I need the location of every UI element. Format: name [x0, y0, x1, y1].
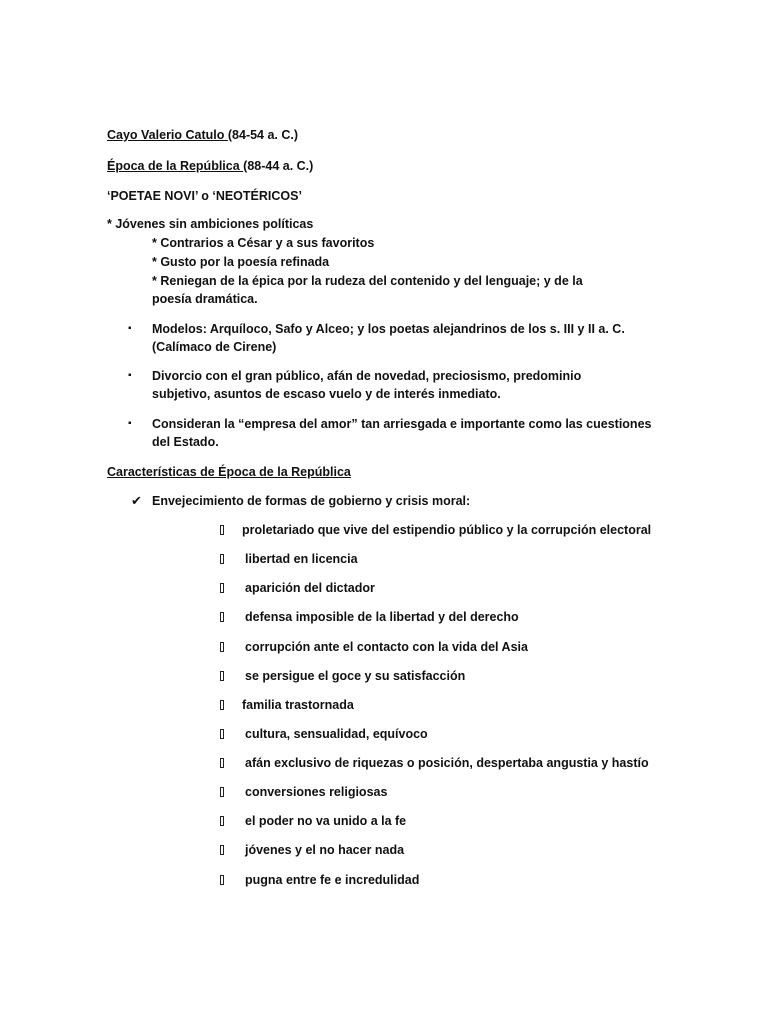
missing-glyph-icon: [220, 787, 224, 797]
missing-glyph-icon: [220, 583, 224, 593]
sub-item-6: familia trastornada: [242, 698, 354, 712]
missing-glyph-icon: [220, 612, 224, 622]
bullet-item-0: Modelos: Arquíloco, Safo y Alceo; y los poetas alejandrinos de los s. III y II a. C. (Calímaco de Cirene): [152, 322, 625, 354]
missing-glyph-icon: [220, 700, 224, 710]
epoch-name: Época de la República: [107, 159, 244, 173]
missing-glyph-icon: [220, 758, 224, 768]
missing-glyph-icon: [220, 525, 224, 535]
star-item-0: * Jóvenes sin ambiciones políticas: [107, 217, 314, 231]
sub-item-11: jóvenes y el no hacer nada: [245, 843, 405, 857]
checkmark-icon: ✔: [131, 493, 142, 508]
check-item: Envejecimiento de formas de gobierno y crisis moral:: [152, 494, 471, 508]
author-name: Cayo Valerio Catulo: [107, 128, 228, 142]
author-heading: [107, 126, 298, 144]
missing-glyph-icon: [220, 554, 224, 564]
sub-item-8: afán exclusivo de riquezas o posición, despertaba angustia y hastío: [245, 756, 649, 770]
section-title: Características de Época de la República: [107, 465, 351, 479]
sub-item-4: corrupción ante el contacto con la vida del Asia: [245, 640, 528, 654]
missing-glyph-icon: [220, 671, 224, 681]
square-bullet-icon: ▪: [128, 370, 132, 381]
star-item-2: * Gusto por la poesía refinada: [152, 255, 330, 269]
sub-item-0: proletariado que vive del estipendio público y la corrupción electoral: [242, 523, 652, 537]
square-bullet-icon: ▪: [128, 418, 132, 429]
sub-item-3: defensa imposible de la libertad y del derecho: [245, 610, 519, 624]
missing-glyph-icon: [220, 845, 224, 855]
sub-item-2: aparición del dictador: [245, 581, 375, 595]
epoch-heading: [107, 157, 313, 175]
sub-item-7: cultura, sensualidad, equívoco: [245, 727, 428, 741]
poetae-novi-heading: ‘POETAE NOVI’ o ‘NEOTÉRICOS’: [107, 189, 302, 203]
sub-item-5: se persigue el goce y su satisfacción: [245, 669, 466, 683]
missing-glyph-icon: [220, 642, 224, 652]
sub-item-10: el poder no va unido a la fe: [245, 814, 407, 828]
bullet-item-2: Consideran la “empresa del amor” tan arriesgada e importante como las cuestiones del Estado.: [152, 417, 652, 449]
author-dates: (84-54 a. C.): [227, 128, 299, 142]
star-item-1: * Contrarios a César y a sus favoritos: [152, 236, 375, 250]
bullet-item-1: Divorcio con el gran público, afán de novedad, preciosismo, predominio subjetivo, asuntos de escaso vuelo y de interés inmediato.: [152, 369, 582, 401]
missing-glyph-icon: [220, 875, 224, 885]
sub-item-12: pugna entre fe e incredulidad: [245, 873, 420, 887]
missing-glyph-icon: [220, 729, 224, 739]
star-item-3: * Reniegan de la épica por la rudeza del contenido y del lenguaje; y de la poesía dramática.: [152, 274, 583, 306]
sub-item-1: libertad en licencia: [245, 552, 358, 566]
missing-glyph-icon: [220, 816, 224, 826]
square-bullet-icon: ▪: [128, 323, 132, 334]
sub-item-9: conversiones religiosas: [245, 785, 388, 799]
epoch-dates: (88-44 a. C.): [243, 159, 314, 173]
